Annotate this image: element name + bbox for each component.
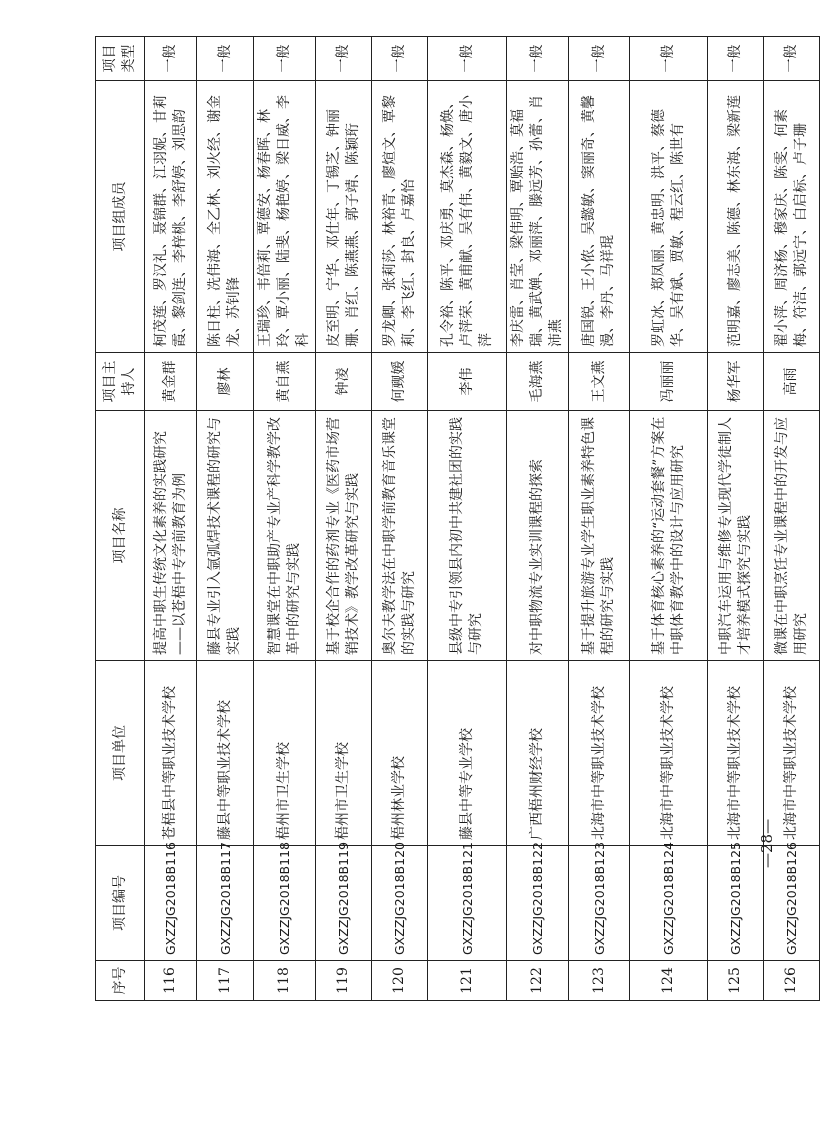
cell-host: 冯丽丽 — [630, 353, 708, 411]
cell-seq: 120 — [372, 961, 428, 1001]
cell-code: GXZZJG2018B116 — [145, 846, 197, 961]
cell-unit: 梧州市卫生学校 — [316, 661, 372, 846]
cell-type: 一般 — [507, 37, 569, 81]
table-row — [630, 37, 708, 1001]
cell-unit: 藤县中等职业技术学校 — [197, 661, 254, 846]
header-members: 项目组成员 — [96, 81, 145, 353]
cell-host: 黄金群 — [145, 353, 197, 411]
cell-seq: 117 — [197, 961, 254, 1001]
cell-code: GXZZJG2018B122 — [507, 846, 569, 961]
table-row — [569, 37, 630, 1001]
cell-seq: 123 — [569, 961, 630, 1001]
cell-code: GXZZJG2018B120 — [372, 846, 428, 961]
cell-seq: 126 — [764, 961, 820, 1001]
cell-type: 一般 — [764, 37, 820, 81]
header-code: 项目编号 — [96, 846, 145, 961]
cell-name: 提高中职生传统文化素养的实践研究——以苍梧中专学前教育为例 — [145, 411, 197, 661]
cell-name: 基于提升旅游专业学生职业素养特色课程的研究与实践 — [569, 411, 630, 661]
cell-host: 何觋媛 — [372, 353, 428, 411]
header-host: 项目主持人 — [96, 353, 145, 411]
cell-name: 基于体育核心素养的“运动套餐”方案在中职体育教学中的设计与应用研究 — [630, 411, 708, 661]
cell-unit: 广西梧州财经学校 — [507, 661, 569, 846]
cell-unit: 藤县中等专业学校 — [428, 661, 507, 846]
cell-host: 毛海燕 — [507, 353, 569, 411]
table-row — [507, 37, 569, 1001]
header-name: 项目名称 — [96, 411, 145, 661]
cell-unit: 梧州林业学校 — [372, 661, 428, 846]
table-row — [145, 37, 197, 1001]
cell-type: 一般 — [197, 37, 254, 81]
page-number: —28— — [758, 818, 776, 868]
table-row — [708, 37, 764, 1001]
cell-name: 奥尔夫教学法在中职学前教育音乐课堂的实践与研究 — [372, 411, 428, 661]
cell-members: 皮至明、宁华、邓仕年、丁锡芝、钟丽珊、肖红、陈燕燕、郭子靖、陈颖珩 — [316, 81, 372, 353]
cell-code: GXZZJG2018B121 — [428, 846, 507, 961]
table-row — [254, 37, 316, 1001]
cell-name: 县级中专引领县内初中共建社团的实践与研究 — [428, 411, 507, 661]
cell-seq: 122 — [507, 961, 569, 1001]
cell-type: 一般 — [254, 37, 316, 81]
cell-host: 钟凌 — [316, 353, 372, 411]
cell-code: GXZZJG2018B125 — [708, 846, 764, 961]
cell-host: 李伟 — [428, 353, 507, 411]
cell-members: 罗龙卿、张莉莎、林裕青、廖煊文、覃黎莉、李飞红、封良、卢嘉怡 — [372, 81, 428, 353]
cell-code: GXZZJG2018B126 — [764, 846, 820, 961]
cell-members: 王瑞珍、韦倍莉、覃德安、杨春晖、林玲、覃小丽、陆斐、杨艳婷、梁日威、李科 — [254, 81, 316, 353]
table-row — [197, 37, 254, 1001]
project-table — [95, 36, 820, 1001]
table-header-row — [96, 37, 145, 1001]
cell-host: 王文燕 — [569, 353, 630, 411]
cell-name: 对中职物流专业实训课程的探索 — [507, 411, 569, 661]
table-row — [428, 37, 507, 1001]
cell-members: 范明嘉、廖志美、陈德、林东海、梁新莲 — [708, 81, 764, 353]
header-type: 项目类型 — [96, 37, 145, 81]
cell-type: 一般 — [569, 37, 630, 81]
cell-seq: 124 — [630, 961, 708, 1001]
cell-type: 一般 — [372, 37, 428, 81]
cell-members: 柯茂莲、罗汉礼、聂锦群、江羽妮、甘莉霞、黎剑连、李梓桃、李舒婷、刘思韵 — [145, 81, 197, 353]
cell-unit: 梧州市卫生学校 — [254, 661, 316, 846]
cell-code: GXZZJG2018B117 — [197, 846, 254, 961]
cell-name: 智慧课堂在中职助产专业产科学教学改革中的研究与实践 — [254, 411, 316, 661]
cell-seq: 119 — [316, 961, 372, 1001]
cell-host: 廖林 — [197, 353, 254, 411]
cell-members: 孔令裕、陈平、邓庆勇、莫杰森、杨焕、卢萍荣、黄甫献、吴有伟、黄毅文、唐小萍 — [428, 81, 507, 353]
cell-code: GXZZJG2018B123 — [569, 846, 630, 961]
cell-host: 杨华军 — [708, 353, 764, 411]
cell-members: 陈日柱、冼伟海、全乙林、刘火经、谢金龙、苏钊锋 — [197, 81, 254, 353]
cell-unit: 北海市中等职业技术学校 — [764, 661, 820, 846]
cell-name: 微课在中职烹饪专业课程中的开发与应用研究 — [764, 411, 820, 661]
cell-name: 中职汽车运用与维修专业现代学徒制人才培养模式探究与实践 — [708, 411, 764, 661]
cell-type: 一般 — [708, 37, 764, 81]
cell-unit: 北海市中等职业技术学校 — [569, 661, 630, 846]
cell-members: 翟小萍、周济杨、穆家庆、陈雯、何素梅、符洁、郭远宁、白启标、卢子珊 — [764, 81, 820, 353]
cell-seq: 116 — [145, 961, 197, 1001]
cell-seq: 125 — [708, 961, 764, 1001]
cell-members: 唐国锐、王小侬、吴懿敏、窦丽奇、黄馨漫、李丹、马祥琨 — [569, 81, 630, 353]
cell-host: 黄自燕 — [254, 353, 316, 411]
cell-code: GXZZJG2018B119 — [316, 846, 372, 961]
cell-host: 高雨 — [764, 353, 820, 411]
cell-type: 一般 — [630, 37, 708, 81]
cell-seq: 118 — [254, 961, 316, 1001]
table-row — [316, 37, 372, 1001]
cell-unit: 苍梧县中等职业技术学校 — [145, 661, 197, 846]
header-unit: 项目单位 — [96, 661, 145, 846]
cell-unit: 北海市中等职业技术学校 — [708, 661, 764, 846]
cell-members: 李庆雷、肖莹、梁伟明、覃贻浩、莫福瑞、黄武婵、邓丽萍、滕远芳、孙蕾、肖沛燕 — [507, 81, 569, 353]
cell-code: GXZZJG2018B118 — [254, 846, 316, 961]
cell-name: 藤县专业引入氩弧焊技术课程的研究与实践 — [197, 411, 254, 661]
cell-members: 罗虹冰、郑凤丽、黄忠明、洪平、蔡德华、吴有斌、贾敏、程云红、陈世有 — [630, 81, 708, 353]
cell-name: 基于校企合作的药剂专业《医药市场营销技术》教学改革研究与实践 — [316, 411, 372, 661]
cell-type: 一般 — [428, 37, 507, 81]
cell-code: GXZZJG2018B124 — [630, 846, 708, 961]
cell-unit: 北海市中等职业技术学校 — [630, 661, 708, 846]
cell-seq: 121 — [428, 961, 507, 1001]
table-row — [372, 37, 428, 1001]
header-seq: 序号 — [96, 961, 145, 1001]
cell-type: 一般 — [316, 37, 372, 81]
cell-type: 一般 — [145, 37, 197, 81]
